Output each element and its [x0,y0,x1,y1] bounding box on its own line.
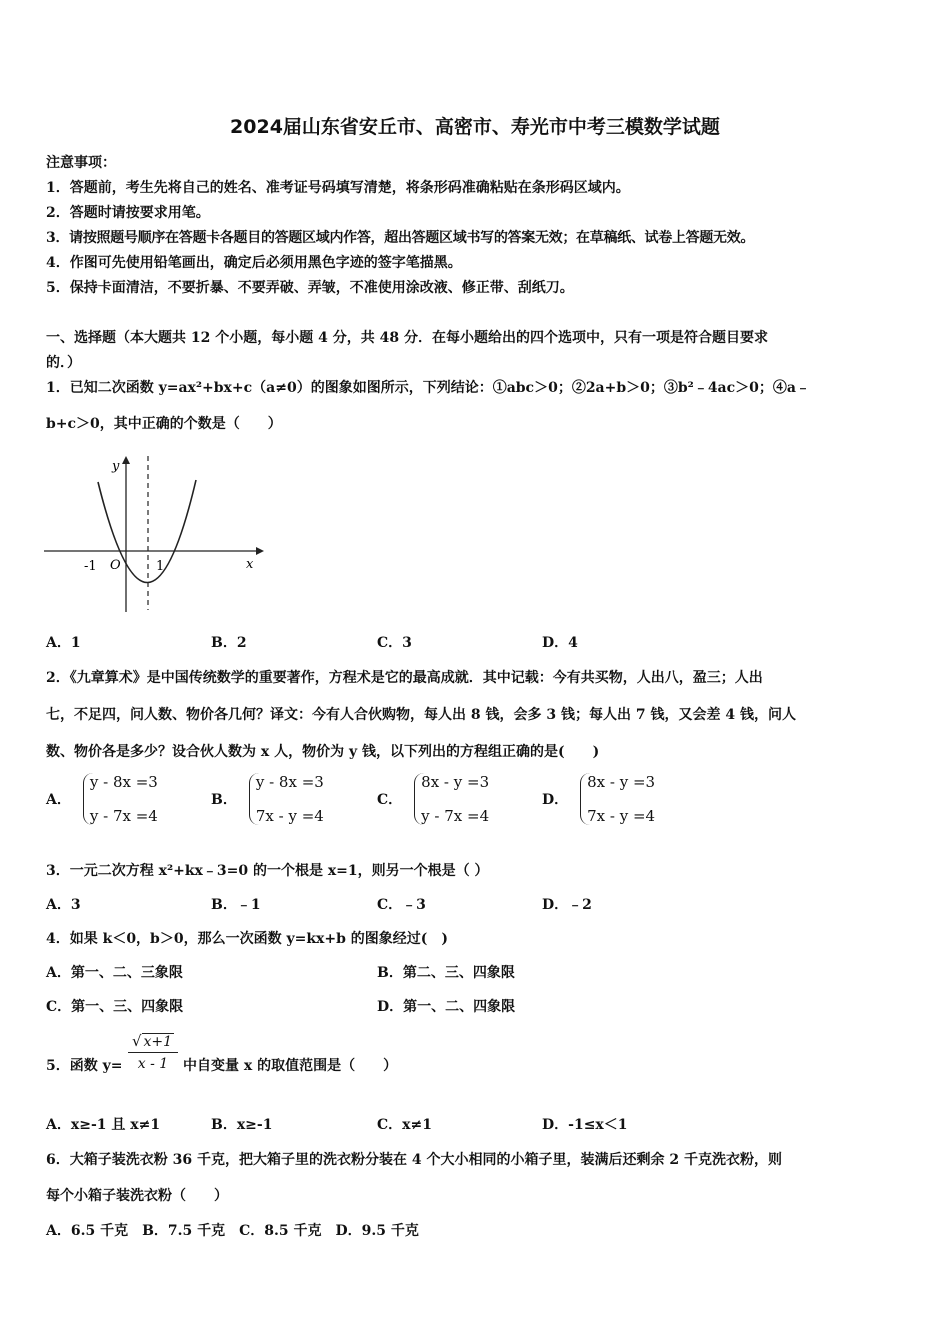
origin-label: O [110,558,121,573]
q5-option-b[interactable]: B．x≥-1 [211,1117,273,1133]
q2-option-a[interactable] [46,773,158,825]
one-label: 1 [156,559,165,574]
question-1-line: b+c＞0，其中正确的个数是（ ） [46,416,282,432]
equation: 8x - y =3 [421,773,490,791]
notice-item: 4．作图可先使用铅笔画出，确定后必须用黑色字迹的签字笔描黑。 [46,255,462,271]
question-1-line: 1．已知二次函数 y=ax²+bx+c（a≠0）的图象如图所示，下列结论：①abc＞0；②2a+b＞0；③b²﹣4ac＞0；④a﹣ [46,380,810,396]
q3-option-a[interactable]: A．3 [46,897,81,913]
equation: y - 7x =4 [89,807,158,825]
equation: 7x - y =4 [255,807,324,825]
q1-option-c[interactable]: C．3 [377,635,412,651]
x-axis-arrow [256,547,264,555]
option-label: D． [542,792,569,808]
question-2-line: 数、物价各是多少？设合伙人数为 x 人，物价为 y 钱，以下列出的方程组正确的是( ) [46,744,600,760]
q2-option-d[interactable] [542,773,655,825]
question-2-line: 2．《九章算术》是中国传统数学的重要著作，方程术是它的最高成就．其中记载：今有共买物，人出八，盈三；人出 [46,670,763,686]
q4-option-a[interactable]: A．第一、二、三象限 [46,965,183,981]
fraction: $\frac{√ x+1}{x - 1}$ [128,1030,178,1072]
question-5-suffix: 中自变量 x 的取值范围是（ ） [183,1058,398,1074]
q5-option-d[interactable]: D．-1≤x＜1 [542,1117,628,1133]
q3-option-d[interactable]: D．﹣2 [542,897,592,913]
equation: y - 8x =3 [255,773,324,791]
q4-option-b[interactable]: B．第二、三、四象限 [377,965,515,981]
q1-option-d[interactable]: D．4 [542,635,578,651]
equation: 8x - y =3 [587,773,656,791]
equation: 7x - y =4 [587,807,656,825]
q2-option-c[interactable] [377,773,489,825]
equation: y - 8x =3 [89,773,158,791]
q3-option-b[interactable]: B．﹣1 [211,897,261,913]
x-label: x [246,557,254,572]
notice-item: 5．保持卡面清洁，不要折暴、不要弄破、弄皱，不准使用涂改液、修正带、刮纸刀。 [46,280,574,296]
q4-option-d[interactable]: D．第一、二、四象限 [377,999,516,1015]
equation: y - 7x =4 [421,807,490,825]
y-label: y [112,459,120,474]
section-heading: 一、选择题（本大题共 12 个小题，每小题 4 分，共 48 分．在每小题给出的四个选项中，只有一项是符合题目要求 [46,330,768,346]
option-label: C． [377,792,403,808]
question-5-prefix: 5．函数 y= [46,1058,123,1074]
q2-option-b[interactable] [211,773,324,825]
q5-option-c[interactable]: C．x≠1 [377,1117,432,1133]
notice-item: 1．答题前，考生先将自己的姓名、准考证号码填写清楚，将条形码准确粘贴在条形码区域内。 [46,180,630,196]
q6-options[interactable]: A．6.5 千克 B．7.5 千克 C．8.5 千克 D．9.5 千克 [46,1223,419,1239]
page-title: 2024届山东省安丘市、高密市、寿光市中考三模数学试题 [230,116,720,138]
notice-heading: 注意事项： [46,155,116,171]
denominator: x - 1 [137,1056,169,1072]
question-6-line: 每个小箱子装洗衣粉（ ） [46,1188,228,1204]
neg-one-label: -1 [84,559,97,574]
section-heading-cont: 的．） [46,355,81,371]
q1-option-a[interactable]: A．1 [46,635,81,651]
question-3-line: 3．一元二次方程 x²+kx﹣3=0 的一个根是 x=1，则另一个根是（ ） [46,863,489,879]
question-6-line: 6．大箱子装洗衣粉 36 千克，把大箱子里的洗衣粉分装在 4 个大小相同的小箱子里，装满后还剩余 2 千克洗衣粉，则 [46,1152,782,1168]
q3-option-c[interactable]: C．﹣3 [377,897,426,913]
option-label: A． [46,792,71,808]
numerator: x+1 [143,1034,173,1050]
y-axis-arrow [122,456,130,464]
option-label: B． [211,792,237,808]
notice-item: 2．答题时请按要求用笔。 [46,205,210,221]
question-2-line: 七，不足四，问人数、物价各几何？译文：今有人合伙购物，每人出 8 钱，会多 3 钱；每人出 7 钱，又会差 4 钱，问人 [46,707,796,723]
notice-item: 3．请按照题号顺序在答题卡各题目的答题区域内作答，超出答题区域书写的答案无效；在草稿纸、试卷上答题无效。 [46,230,755,246]
q4-option-c[interactable]: C．第一、三、四象限 [46,999,184,1015]
parabola-graph [44,452,266,614]
q5-option-a[interactable]: A．x≥-1 且 x≠1 [46,1117,161,1133]
q1-option-b[interactable]: B．2 [211,635,247,651]
question-4-line: 4．如果 k＜0，b＞0，那么一次函数 y=kx+b 的图象经过( ) [46,931,449,947]
